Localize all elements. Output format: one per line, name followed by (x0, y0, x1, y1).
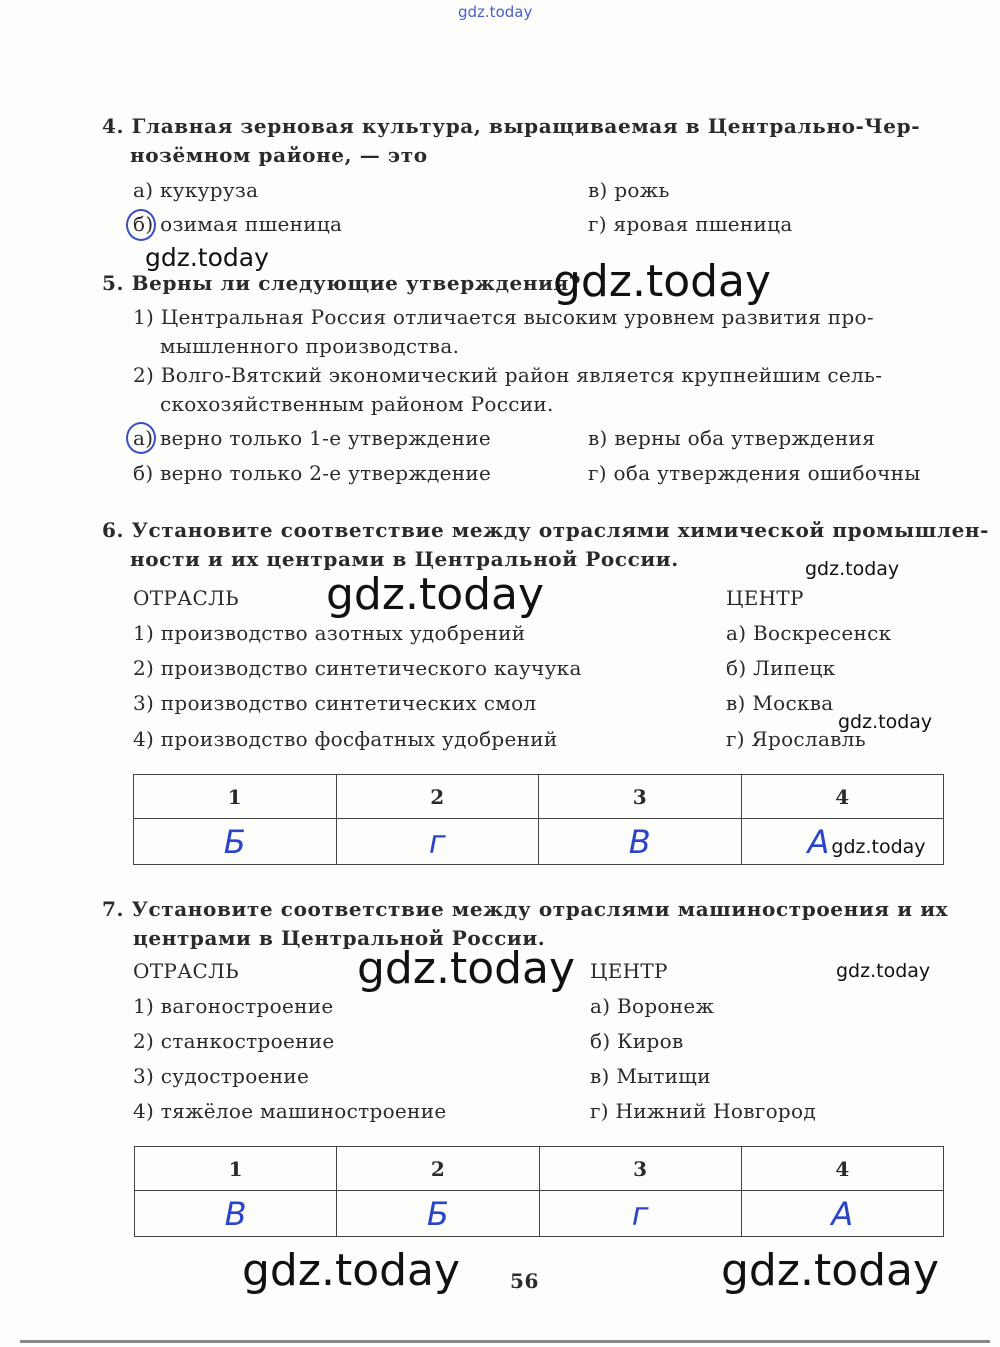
table-header-cell: 4 (741, 775, 944, 819)
q6-right-item: в) Москва (726, 691, 834, 715)
table-header-cell: 1 (135, 1147, 337, 1191)
q7-right-item: б) Киров (590, 1029, 684, 1053)
answer-cell (135, 1191, 337, 1237)
answer-cell (336, 819, 539, 865)
watermark: gdz.today (805, 558, 900, 580)
answer-cell (741, 1191, 943, 1237)
table-header-cell: 2 (337, 1147, 539, 1191)
answer-cell (539, 1191, 741, 1237)
answer-cell (337, 1191, 539, 1237)
q5-option-g: г) оба утверждения ошибочны (588, 461, 921, 485)
table-header-cell: 2 (336, 775, 539, 819)
q7-question-line2: центрами в Центральной России. (133, 926, 546, 950)
q7-col-right-header: ЦЕНТР (590, 959, 668, 983)
handwritten-answer: В (628, 822, 651, 861)
q4-option-g: г) яровая пшеница (588, 212, 793, 236)
page-number: 56 (510, 1269, 540, 1293)
q6-left-item: 4) производство фосфатных удобрений (133, 727, 558, 751)
handwritten-answer: В (224, 1194, 247, 1233)
q6-right-item: г) Ярославль (726, 727, 866, 751)
watermark: gdz.today (838, 711, 933, 733)
q5-statement2-line1: 2) Волго-Вятский экономический район является крупнейшим сель- (133, 363, 883, 387)
q6-question-line1: 6. Установите соответствие между отраслями химической промышлен- (102, 518, 990, 542)
watermark: gdz.today (721, 1245, 940, 1296)
q7-right-item: а) Воронеж (590, 994, 715, 1018)
watermark: gdz.today (831, 835, 926, 858)
q5-answer-circle (126, 422, 156, 454)
watermark: gdz.today (553, 256, 772, 307)
handwritten-answer: Б (223, 822, 246, 861)
q7-left-item: 3) судостроение (133, 1064, 310, 1088)
handwritten-answer: Б (426, 1194, 449, 1233)
q5-question: 5. Верны ли следующие утверждения? (102, 271, 582, 295)
answer-cell (134, 819, 337, 865)
handwritten-answer: г (631, 1194, 649, 1233)
q5-option-a: а) верно только 1-е утверждение (133, 426, 492, 450)
q7-right-item: в) Мытищи (590, 1064, 711, 1088)
q6-col-right-header: ЦЕНТР (726, 586, 804, 610)
q7-right-item: г) Нижний Новгород (590, 1099, 816, 1123)
q7-left-item: 1) вагоностроение (133, 994, 334, 1018)
table-header-cell: 1 (134, 775, 337, 819)
q5-statement1-line2: мышленного производства. (160, 334, 460, 358)
table-header-cell: 3 (539, 1147, 741, 1191)
q7-left-item: 2) станкостроение (133, 1029, 335, 1053)
watermark: gdz.today (326, 569, 545, 620)
q5-option-b: б) верно только 2-е утверждение (133, 461, 492, 485)
q5-option-v: в) верны оба утверждения (588, 426, 876, 450)
handwritten-answer: А (807, 822, 830, 861)
q5-statement2-line2: скохозяйственным районом России. (160, 392, 554, 416)
q7-question-line1: 7. Установите соответствие между отраслями машиностроения и их (102, 897, 949, 921)
q7-col-left-header: ОТРАСЛЬ (133, 959, 239, 983)
q6-right-item: б) Липецк (726, 656, 836, 680)
q4-question-line1: 4. Главная зерновая культура, выращиваемая в Центрально-Чер- (102, 114, 921, 138)
q6-left-item: 3) производство синтетических смол (133, 691, 537, 715)
watermark: gdz.today (242, 1245, 461, 1296)
watermark: gdz.today (357, 943, 576, 994)
q5-statement1-line1: 1) Центральная Россия отличается высоким уровнем развития про- (133, 305, 874, 329)
page-bottom-edge (20, 1340, 990, 1343)
q4-option-v: в) рожь (588, 178, 670, 202)
answer-cell (741, 819, 944, 865)
watermark: gdz.today (145, 243, 269, 272)
answer-cell (539, 819, 742, 865)
q6-answer-table (133, 774, 944, 865)
watermark: gdz.today (836, 960, 931, 982)
q7-left-item: 4) тяжёлое машиностроение (133, 1099, 447, 1123)
table-header-cell: 4 (741, 1147, 943, 1191)
handwritten-answer: г (428, 822, 446, 861)
watermark-top: gdz.today (458, 3, 533, 21)
q4-option-a: а) кукуруза (133, 178, 259, 202)
q6-col-left-header: ОТРАСЛЬ (133, 586, 239, 610)
q6-left-item: 1) производство азотных удобрений (133, 621, 526, 645)
q6-right-item: а) Воскресенск (726, 621, 892, 645)
table-header-cell: 3 (539, 775, 742, 819)
q7-answer-table (134, 1146, 944, 1237)
q6-question-line2: ности и их центрами в Центральной России. (130, 547, 679, 571)
handwritten-answer: А (831, 1194, 854, 1233)
q4-question-line2: нозёмном районе, — это (130, 143, 428, 167)
q6-left-item: 2) производство синтетического каучука (133, 656, 582, 680)
q4-answer-circle (126, 209, 156, 241)
q4-option-b: б) озимая пшеница (133, 212, 343, 236)
